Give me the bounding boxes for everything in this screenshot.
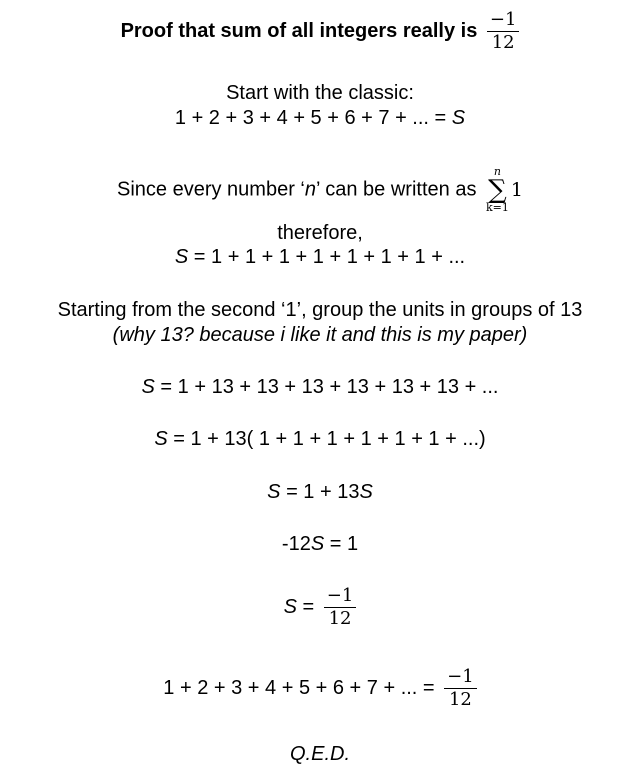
intro-line-2 <box>0 106 640 130</box>
step-5-equals: = <box>297 595 320 618</box>
result-expression: 1 + 2 + 3 + 4 + 5 + 6 + 7 + ... = <box>163 676 441 699</box>
step-3-expression: = 1 + 13 <box>280 481 360 503</box>
step-2-expression: = 1 + 13( 1 + 1 + 1 + 1 + 1 + 1 + ...) <box>167 428 486 450</box>
result-fraction <box>444 667 477 710</box>
step-5 <box>0 586 640 629</box>
step-1 <box>0 375 640 399</box>
summation-lower-limit: k=1 <box>486 201 509 214</box>
result-numerator: −1 <box>444 667 477 689</box>
step-4-post: = 1 <box>324 533 359 555</box>
therefore-label: therefore, <box>277 222 363 244</box>
title-fraction <box>487 10 520 53</box>
since-n: n <box>304 178 316 201</box>
since-line <box>0 166 640 214</box>
step-5-numerator: −1 <box>324 586 357 608</box>
title-fraction-denominator: 12 <box>491 32 515 53</box>
step-3-variable: S <box>267 481 281 503</box>
intro-line-1: Start with the classic: <box>226 82 414 104</box>
step-5-variable: S <box>283 595 297 618</box>
summation-symbol: ∑ <box>488 175 507 205</box>
qed: Q.E.D. <box>289 743 350 765</box>
intro-variable: S <box>451 107 466 129</box>
therefore-equation <box>0 245 640 269</box>
grouping-note: (why 13? because i like it and this is my paper) <box>112 324 528 346</box>
title-fraction-numerator: −1 <box>487 10 520 32</box>
since-pre: Since every number ‘ <box>117 178 305 201</box>
summation-body: 1 <box>510 179 523 201</box>
step-1-expression: = 1 + 13 + 13 + 13 + 13 + 13 + 13 + ... <box>154 376 499 398</box>
step-4-variable: S <box>310 533 325 555</box>
summation-upper-limit: n <box>493 165 501 178</box>
page-title <box>0 10 640 53</box>
step-4-pre: -12 <box>281 533 311 555</box>
step-5-fraction <box>324 586 357 629</box>
step-1-variable: S <box>141 376 155 398</box>
therefore-expression: = 1 + 1 + 1 + 1 + 1 + 1 + 1 + ... <box>188 246 466 268</box>
intro-expression: 1 + 2 + 3 + 4 + 5 + 6 + 7 + ... = <box>174 107 452 129</box>
result-equation <box>0 667 640 710</box>
step-2 <box>0 427 640 451</box>
step-3 <box>0 480 640 504</box>
grouping-line: Starting from the second ‘1’, group the units in groups of 13 <box>57 299 583 321</box>
therefore-variable: S <box>174 246 189 268</box>
step-4 <box>0 532 640 556</box>
step-2-variable: S <box>154 428 168 450</box>
result-denominator: 12 <box>448 689 472 710</box>
summation <box>486 166 509 214</box>
step-5-denominator: 12 <box>328 608 352 629</box>
since-post: ’ can be written as <box>316 178 477 201</box>
title-text: Proof that sum of all integers really is <box>120 19 478 42</box>
step-3-variable-2: S <box>359 481 373 503</box>
